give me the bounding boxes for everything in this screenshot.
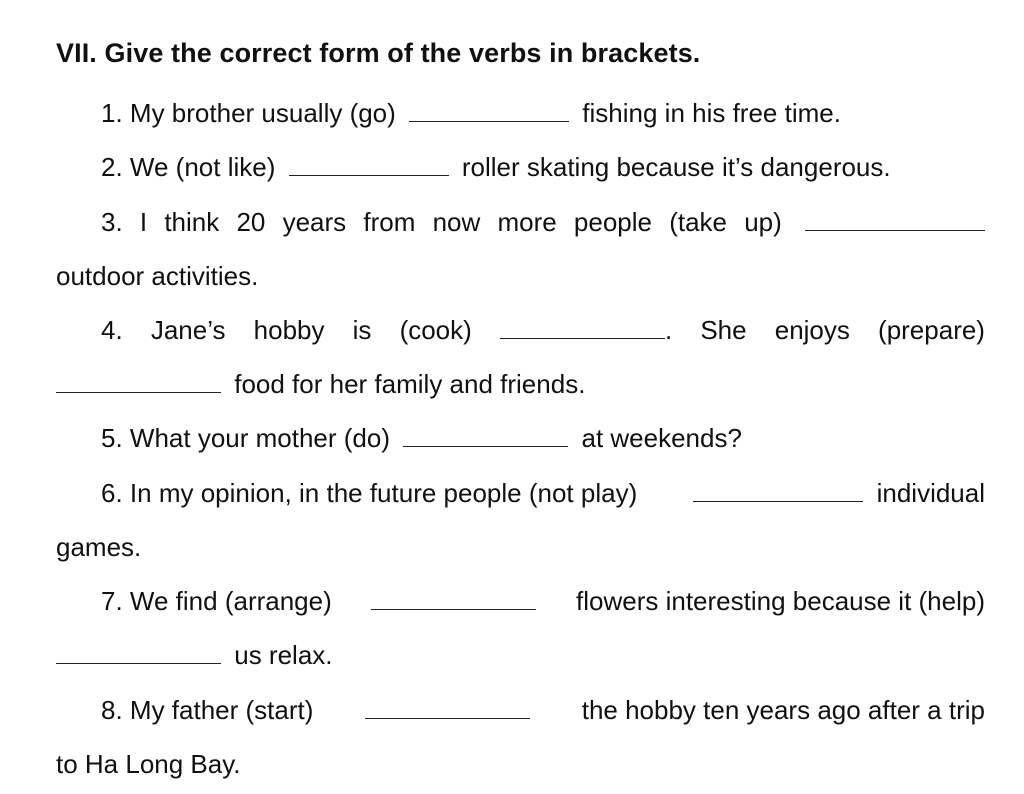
item-text-before: In my opinion, in the future people (not play) — [129, 478, 638, 508]
item-7-continuation — [56, 639, 333, 671]
item-text-before: My father (start) — [129, 695, 314, 725]
item-text-after: the hobby ten years ago after a trip — [581, 695, 985, 725]
punctuation: . — [664, 315, 673, 345]
answer-blank[interactable] — [365, 717, 530, 719]
word: (cook) — [399, 315, 472, 345]
item-text-line2: outdoor activities. — [56, 261, 259, 291]
item-text-after: flowers interesting because it (help) — [576, 586, 985, 616]
item-number: 3. — [101, 207, 123, 237]
answer-blank[interactable] — [409, 120, 569, 122]
item-text-line2: food for her family and friends. — [234, 369, 586, 399]
item-text-before: What your mother (do) — [129, 423, 391, 453]
word: now — [432, 207, 481, 237]
item-number: 1. — [101, 98, 123, 128]
item-6-continuation — [56, 531, 141, 563]
item-text-line2: to Ha Long Bay. — [56, 749, 241, 779]
item-text-after: fishing in his free time. — [582, 98, 841, 128]
word: hobby — [253, 315, 325, 345]
item-text-line2: us relax. — [234, 640, 333, 670]
word: from — [363, 207, 416, 237]
item-3 — [101, 206, 985, 238]
item-6 — [101, 477, 985, 509]
word: enjoys — [774, 315, 850, 345]
item-4-continuation — [56, 368, 585, 400]
answer-blank[interactable] — [56, 391, 221, 393]
item-text-before: We find (arrange) — [129, 586, 332, 616]
item-number: 4. — [101, 315, 123, 345]
item-5 — [101, 422, 742, 454]
word: up) — [744, 207, 782, 237]
item-text-line2: games. — [56, 532, 142, 562]
answer-blank[interactable] — [371, 608, 536, 610]
answer-blank[interactable] — [693, 500, 863, 502]
answer-blank-group — [500, 314, 672, 346]
word: 20 — [236, 207, 266, 237]
item-number: 7. — [101, 586, 123, 616]
item-8 — [101, 694, 985, 726]
item-8-continuation — [56, 748, 241, 780]
answer-blank[interactable] — [56, 662, 221, 664]
word: I — [139, 207, 148, 237]
word: is — [352, 315, 372, 345]
word: more — [497, 207, 557, 237]
item-4 — [101, 314, 985, 346]
item-number: 2. — [101, 152, 123, 182]
answer-blank[interactable] — [289, 174, 449, 176]
word: (prepare) — [878, 315, 985, 345]
word: years — [282, 207, 347, 237]
answer-blank[interactable] — [500, 337, 665, 339]
word: Jane’s — [150, 315, 226, 345]
answer-blank[interactable] — [805, 229, 985, 231]
item-text-before: My brother usually (go) — [129, 98, 396, 128]
item-number: 6. — [101, 478, 123, 508]
item-text-before: We (not like) — [129, 152, 276, 182]
answer-blank[interactable] — [403, 445, 568, 447]
word: (take — [669, 207, 728, 237]
item-2 — [101, 151, 891, 183]
word: She — [700, 315, 747, 345]
item-7 — [101, 585, 985, 617]
item-number: 5. — [101, 423, 123, 453]
item-text-after: individual — [876, 478, 985, 508]
item-text-after: at weekends? — [581, 423, 742, 453]
word: people — [573, 207, 652, 237]
word: think — [164, 207, 220, 237]
item-number: 8. — [101, 695, 123, 725]
item-text-after: roller skating because it’s dangerous. — [461, 152, 891, 182]
exercise-title: VII. Give the correct form of the verbs in brackets. — [56, 38, 701, 68]
item-3-continuation — [56, 260, 258, 292]
item-1 — [101, 97, 841, 129]
